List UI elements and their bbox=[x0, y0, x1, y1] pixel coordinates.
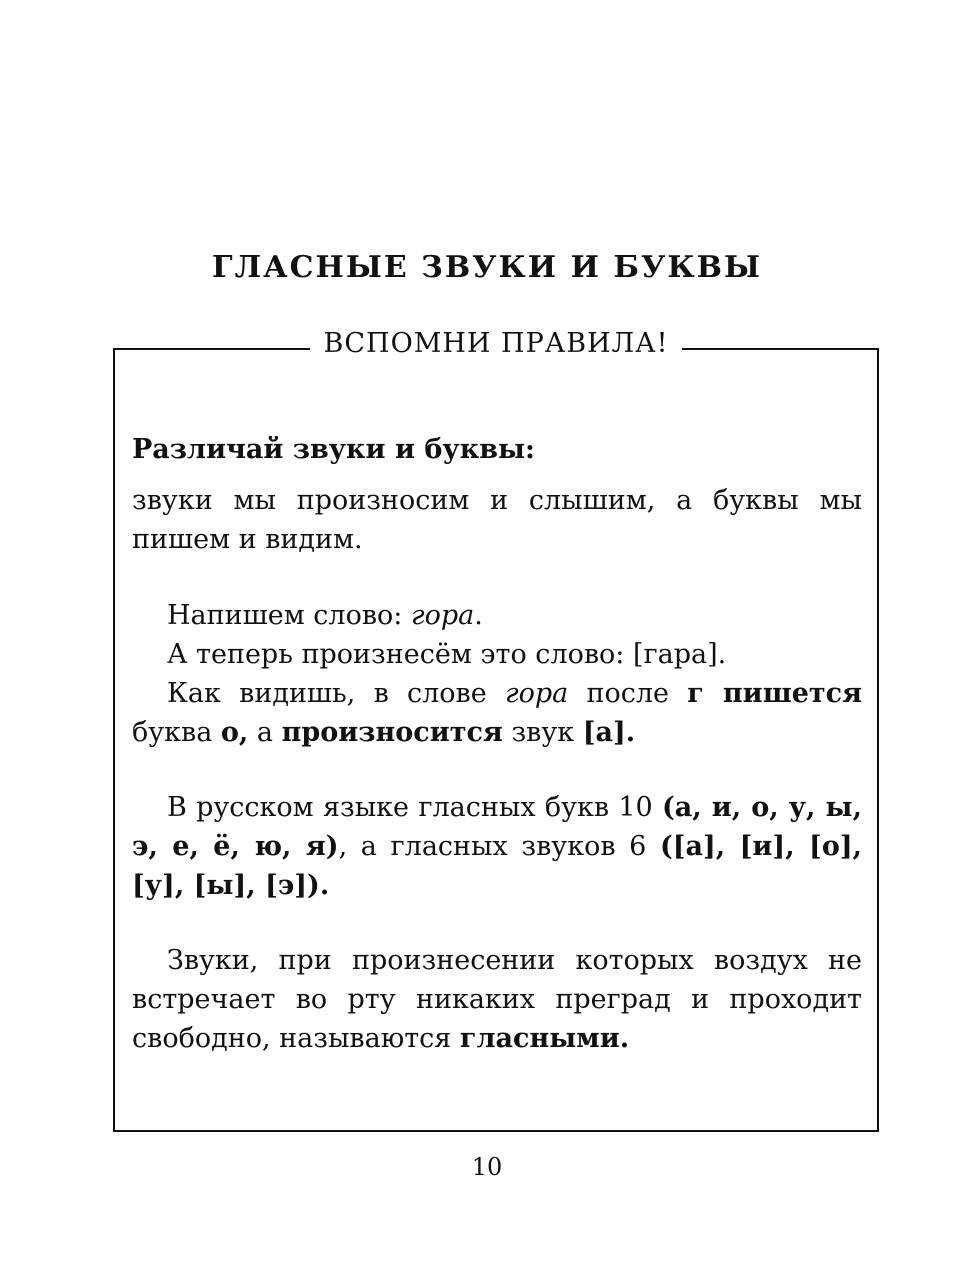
explanation-bold: о, bbox=[220, 717, 249, 748]
example-write-line bbox=[132, 596, 862, 635]
explanation-word: гора bbox=[505, 678, 569, 709]
rule-box-heading bbox=[115, 328, 877, 359]
vowel-letters-list: (а, и, о, у, ы, э, е, ё, ю, я) bbox=[132, 792, 862, 862]
page-number: 10 bbox=[471, 1153, 503, 1181]
counts-paragraph bbox=[132, 788, 862, 905]
rule-box-heading-text: ВСПОМНИ ПРАВИЛА! bbox=[310, 328, 683, 359]
explanation-part: Как видишь, в слове bbox=[167, 678, 505, 709]
example-write-prefix: Напишем слово: bbox=[167, 600, 411, 631]
definition-paragraph bbox=[132, 941, 862, 1058]
rule-box bbox=[113, 328, 879, 1132]
example-pronounce-line: А теперь произнесём это слово: [гара]. bbox=[167, 639, 727, 670]
intro-paragraph: звуки мы произносим и слышим, а буквы мы пишем и видим. bbox=[132, 485, 862, 555]
example-write-word: гора bbox=[410, 600, 475, 631]
explanation-bold: произносится bbox=[281, 717, 503, 748]
example-write-suffix: . bbox=[474, 600, 483, 631]
explanation-part: звук bbox=[502, 717, 583, 748]
explanation-bold: [а]. bbox=[582, 717, 636, 748]
page-title: ГЛАСНЫЕ ЗВУКИ И БУКВЫ bbox=[211, 250, 763, 285]
vowel-sounds-list: ([а], [и], [о], [у], [ы], [э]). bbox=[132, 831, 863, 901]
explanation-part: после bbox=[568, 678, 688, 709]
counts-part: В русском языке гласных букв 10 bbox=[167, 792, 662, 823]
rule-subheading: Различай звуки и буквы: bbox=[132, 434, 535, 465]
definition-text: Звуки, при произнесении которых воздух не встречает во рту никаких преград и проходит свободно, называются bbox=[132, 945, 862, 1054]
rule-box-content bbox=[132, 430, 862, 1058]
example-explanation bbox=[132, 674, 862, 752]
definition-term: гласными. bbox=[459, 1023, 630, 1054]
counts-part: , а гласных звуков 6 bbox=[338, 831, 660, 862]
explanation-part: буква bbox=[132, 717, 221, 748]
explanation-part: а bbox=[248, 717, 282, 748]
explanation-bold: г пишется bbox=[687, 678, 863, 709]
